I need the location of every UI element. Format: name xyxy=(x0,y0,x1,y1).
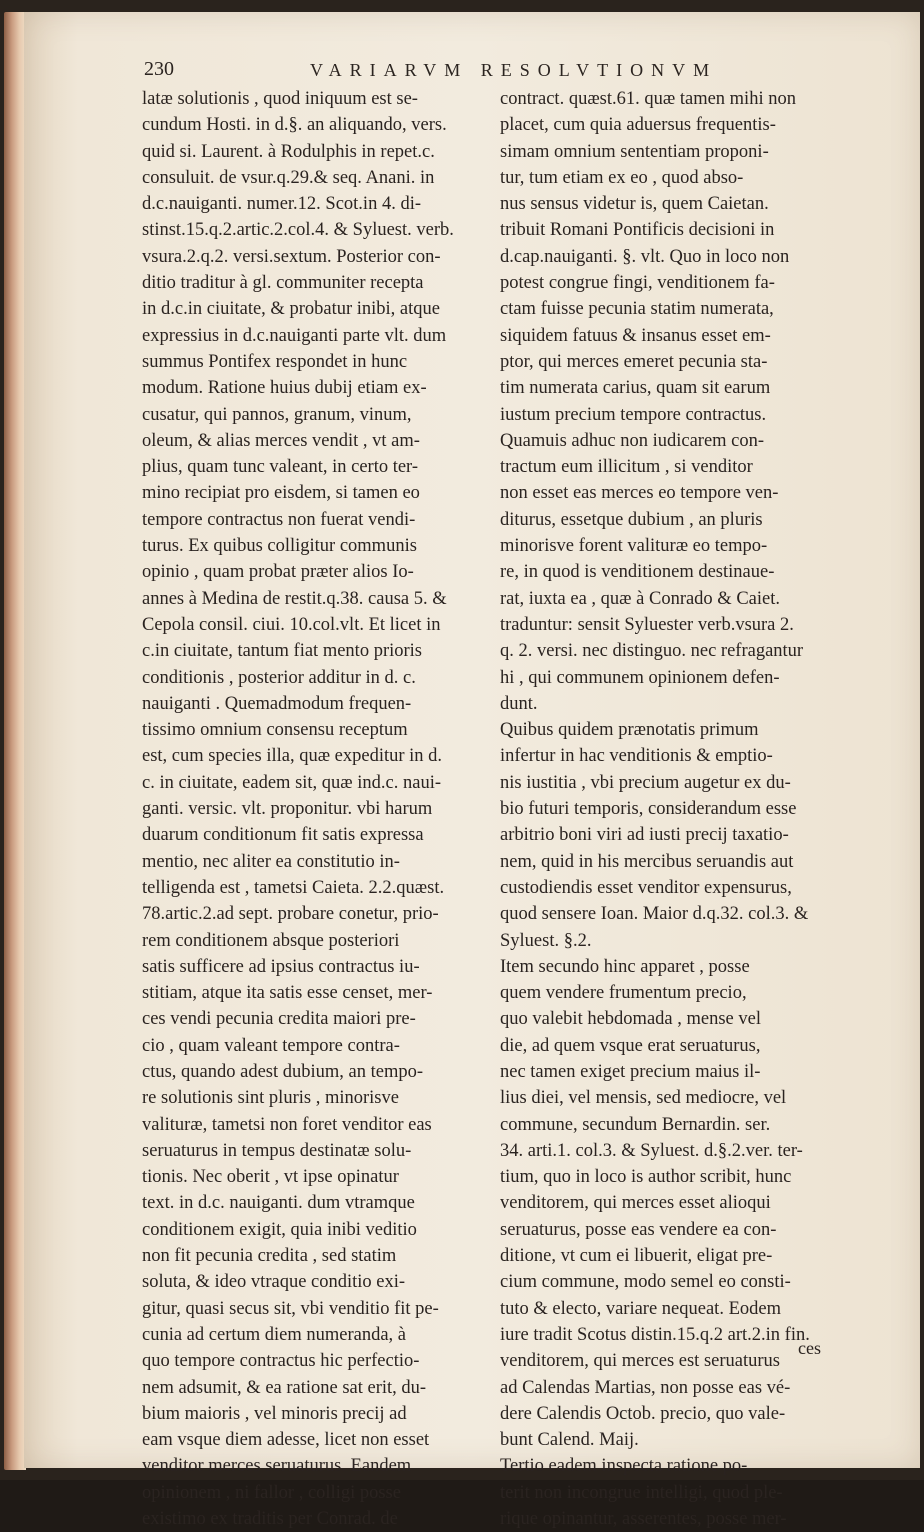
text-line: Syluest. §.2. xyxy=(500,930,592,951)
text-line: expressius in d.c.nauiganti parte vlt. dum xyxy=(142,325,447,346)
text-line: quod sensere Ioan. Maior d.q.32. col.3. & xyxy=(500,904,809,925)
text-line: iustum precium tempore contractus. xyxy=(500,404,767,425)
text-line: venditorem, qui merces est seruaturus xyxy=(500,1351,780,1372)
text-line: conditionem exigit, quia inibi veditio xyxy=(142,1219,417,1240)
text-line: ces vendi pecunia credita maiori pre- xyxy=(142,1009,416,1030)
text-line: d.cap.nauiganti. §. vlt. Quo in loco non xyxy=(500,246,790,267)
text-line: gitur, quasi secus sit, vbi venditio fit pe- xyxy=(142,1298,439,1319)
text-line: annes à Medina de restit.q.38. causa 5. & xyxy=(142,588,447,609)
text-line: rem conditionem absque posteriori xyxy=(142,930,400,951)
text-line: nis iustitia , vbi precium augetur ex du- xyxy=(500,772,791,793)
text-line: ditio traditur à gl. communiter recepta xyxy=(142,273,424,294)
text-line: tempore contractus non fuerat vendi- xyxy=(142,509,416,530)
text-line: ptor, qui merces emeret pecunia sta- xyxy=(500,351,768,372)
text-line: commune, secundum Bernardin. ser. xyxy=(500,1114,771,1135)
text-line: dere Calendis Octob. precio, quo vale- xyxy=(500,1403,786,1424)
text-line: Quibus quidem prænotatis primum xyxy=(500,720,759,741)
text-line: tionis. Nec oberit , vt ipse opinatur xyxy=(142,1167,399,1188)
text-line: traduntur: sensit Syluester verb.vsura 2. xyxy=(500,614,794,635)
text-line: summus Pontifex respondet in hunc xyxy=(142,351,408,372)
text-line: infertur in hac venditionis & emptio- xyxy=(500,746,773,767)
text-line: diturus, essetque dubium , an pluris xyxy=(500,509,763,530)
text-line: in d.c.in ciuitate, & probatur inibi, atque xyxy=(142,299,440,320)
text-line: Quamuis adhuc non iudicarem con- xyxy=(500,430,765,451)
text-line: 34. arti.1. col.3. & Syluest. d.§.2.ver. ter- xyxy=(500,1140,803,1161)
text-line: re, in quod is venditionem destinaue- xyxy=(500,562,775,583)
text-line: siquidem fatuus & insanus esset em- xyxy=(500,325,771,346)
text-line: conditionis , posterior additur in d. c. xyxy=(142,667,416,688)
text-line: stinst.15.q.2.artic.2.col.4. & Syluest. verb. xyxy=(142,220,454,241)
text-line: contract. quæst.61. quæ tamen mihi non xyxy=(500,89,796,109)
text-line: existimo ex traditis per Conrad. de xyxy=(142,1509,398,1530)
running-head xyxy=(144,58,844,86)
text-line: iure tradit Scotus distin.15.q.2 art.2.in fin. xyxy=(500,1324,810,1345)
text-line: bium maioris , vel minoris precij ad xyxy=(142,1403,407,1424)
text-line: cio , quam valeant tempore contra- xyxy=(142,1035,400,1056)
text-line: bunt Calend. Maij. xyxy=(500,1430,639,1451)
text-line: turus. Ex quibus colligitur communis xyxy=(142,536,417,557)
text-line: ditione, vt cum ei libuerit, eligat pre- xyxy=(500,1246,773,1267)
text-line: c. in ciuitate, eadem sit, quæ ind.c. naui- xyxy=(142,772,441,793)
text-line: ganti. versic. vlt. proponitur. vbi harum xyxy=(142,799,433,820)
text-line: est, cum species illa, quæ expeditur in d. xyxy=(142,746,443,767)
text-line: cunia ad certum diem numeranda, à xyxy=(142,1324,407,1345)
text-line: venditor merces seruaturus. Eandem xyxy=(142,1456,412,1477)
left-text-column xyxy=(142,86,484,1532)
text-line: quo tempore contractus hic perfectio- xyxy=(142,1351,420,1372)
text-line: tissimo omnium consensu receptum xyxy=(142,720,408,741)
text-line: valituræ, tametsi non foret venditor eas xyxy=(142,1114,432,1135)
text-line: placet, cum quia aduersus frequentis- xyxy=(500,115,776,136)
text-line: latæ solutionis , quod iniquum est se- xyxy=(142,89,418,109)
text-line: terit non incongrue intelligi, quod ple- xyxy=(500,1482,783,1503)
text-line: oleum, & alias merces vendit , vt am- xyxy=(142,430,420,451)
text-line: ctus, quando adest dubium, an tempo- xyxy=(142,1061,424,1082)
text-line: rat, iuxta ea , quæ à Conrado & Caiet. xyxy=(500,588,780,609)
text-line: nauiganti . Quemadmodum frequen- xyxy=(142,693,412,714)
text-line: opinio , quam probat præter alios Io- xyxy=(142,562,414,583)
text-line: c.in ciuitate, tantum fiat mento prioris xyxy=(142,641,422,662)
text-line: stitiam, atque ita satis esse censet, mer- xyxy=(142,983,433,1004)
text-line: 78.artic.2.ad sept. probare conetur, prio- xyxy=(142,904,439,925)
text-line: Cepola consil. ciui. 10.col.vlt. Et licet in xyxy=(142,614,441,635)
page-number: 230 xyxy=(144,58,174,80)
text-line: seruaturus in tempus destinatæ solu- xyxy=(142,1140,412,1161)
text-line: soluta, & ideo vtraque conditio exi- xyxy=(142,1272,406,1293)
text-line: duarum conditionum fit satis expressa xyxy=(142,825,424,846)
text-line: d.c.nauiganti. numer.12. Scot.in 4. di- xyxy=(142,194,421,215)
text-line: q. 2. versi. nec distinguo. nec refragantur xyxy=(500,641,804,662)
text-line: minorisve forent valituræ eo tempo- xyxy=(500,536,768,557)
text-line: tium, quo in loco is author scribit, hunc xyxy=(500,1167,792,1188)
text-line: ctam fuisse pecunia statim numerata, xyxy=(500,299,774,320)
text-line: nec tamen exiget precium maius il- xyxy=(500,1061,761,1082)
text-line: satis sufficere ad ipsius contractus iu- xyxy=(142,956,420,977)
text-line: Tertio eadem inspecta ratione po- xyxy=(500,1456,748,1477)
text-line: ad Calendas Martias, non posse eas vé- xyxy=(500,1377,791,1398)
text-line: plius, quam tunc valeant, in certo ter- xyxy=(142,457,419,478)
text-line: dunt. xyxy=(500,693,538,714)
text-line: re solutionis sint pluris , minorisve xyxy=(142,1088,399,1109)
text-line: cundum Hosti. in d.§. an aliquando, vers. xyxy=(142,115,447,136)
text-line: quid si. Laurent. à Rodulphis in repet.c. xyxy=(142,141,435,162)
text-line: simam omnium sententiam proponi- xyxy=(500,141,769,162)
text-line: seruaturus, posse eas vendere ea con- xyxy=(500,1219,777,1240)
text-line: nem adsumit, & ea ratione sat erit, du- xyxy=(142,1377,427,1398)
text-line: tribuit Romani Pontificis decisioni in xyxy=(500,220,775,241)
text-line: venditorem, qui merces esset alioqui xyxy=(500,1193,771,1214)
catchword: ces xyxy=(798,1338,821,1358)
text-line: die, ad quem vsque erat seruaturus, xyxy=(500,1035,761,1056)
text-line: telligenda est , tametsi Caieta. 2.2.quæst. xyxy=(142,877,445,898)
text-line: non esset eas merces eo tempore ven- xyxy=(500,483,779,504)
text-line: tim numerata carius, quam sit earum xyxy=(500,378,771,399)
text-line: eam vsque diem adesse, licet non esset xyxy=(142,1430,430,1451)
text-line: rique opinantur, asserentes, posse mer- xyxy=(500,1509,787,1530)
text-line: mino recipiat pro eisdem, si tamen eo xyxy=(142,483,420,504)
text-line: bio futuri temporis, considerandum esse xyxy=(500,799,797,820)
text-line: mentio, nec aliter ea constitutio in- xyxy=(142,851,400,872)
text-line: hi , qui communem opinionem defen- xyxy=(500,667,780,688)
text-line: modum. Ratione huius dubij etiam ex- xyxy=(142,378,427,399)
text-line: lius diei, vel mensis, sed mediocre, vel xyxy=(500,1088,787,1109)
running-title: VARIARVM RESOLVTIONVM xyxy=(310,60,718,80)
text-line: consuluit. de vsur.q.29.& seq. Anani. in xyxy=(142,167,435,188)
text-line: potest congrue fingi, venditionem fa- xyxy=(500,273,775,294)
right-text-column xyxy=(500,86,838,1532)
text-line: cium commune, modo semel eo consti- xyxy=(500,1272,791,1293)
text-line: cusatur, qui pannos, granum, vinum, xyxy=(142,404,412,425)
text-line: arbitrio boni viri ad iusti precij taxatio- xyxy=(500,825,789,846)
text-line: quem vendere frumentum precio, xyxy=(500,983,747,1004)
text-line: nem, quid in his mercibus seruandis aut xyxy=(500,851,794,872)
text-line: nus sensus videtur is, quem Caietan. xyxy=(500,194,769,215)
text-line: custodiendis esset venditor expensurus, xyxy=(500,877,792,898)
text-line: opinionem , ni fallor , colligi posse xyxy=(142,1482,401,1503)
text-line: Item secundo hinc apparet , posse xyxy=(500,956,750,977)
text-line: tuto & electo, variare nequeat. Eodem xyxy=(500,1298,781,1319)
text-line: text. in d.c. nauiganti. dum vtramque xyxy=(142,1193,415,1214)
text-line: vsura.2.q.2. versi.sextum. Posterior con- xyxy=(142,246,441,267)
page-edge xyxy=(4,12,26,1470)
text-line: non fit pecunia credita , sed statim xyxy=(142,1246,397,1267)
text-line: tractum eum illicitum , si venditor xyxy=(500,457,753,478)
text-line: quo valebit hebdomada , mense vel xyxy=(500,1009,761,1030)
text-line: tur, tum etiam ex eo , quod abso- xyxy=(500,167,744,188)
